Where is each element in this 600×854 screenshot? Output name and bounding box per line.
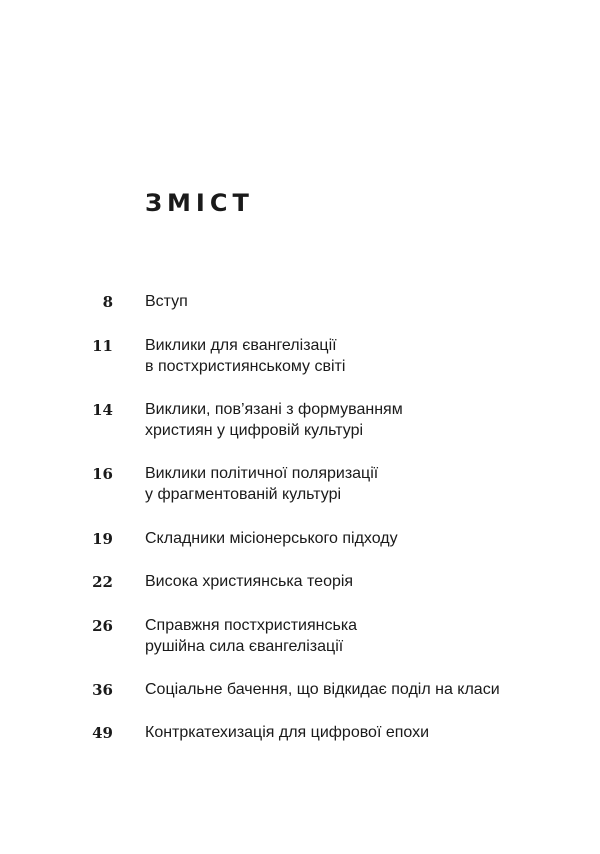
toc-entry-title [145, 463, 565, 505]
toc-entry-line: Соціальне бачення, що відкидає поділ на класи [145, 681, 500, 698]
toc-page-number: 26 [92, 617, 113, 635]
toc-page-number: 8 [102, 293, 113, 311]
toc-entry-line: рушійна сила євангелізації [145, 638, 344, 655]
toc-page-number: 49 [92, 724, 113, 742]
toc-entry-line: в постхристиянському світі [145, 358, 346, 375]
toc-page-number: 14 [92, 401, 113, 419]
toc-page-number: 19 [92, 530, 113, 548]
toc-entry-line: Виклики політичної поляризації [145, 465, 379, 482]
toc-entry-line: Виклики для євангелізації [145, 337, 337, 354]
toc-entry-line: Висока християнська теорія [145, 573, 354, 590]
toc-entry-line: Вступ [145, 293, 188, 310]
toc-entry-title [145, 722, 565, 743]
toc-entry-title [145, 399, 565, 441]
toc-page-number: 11 [92, 337, 113, 355]
toc-entry-line: християн у цифровій культурі [145, 422, 364, 439]
toc-entry-line: у фрагментованій культурі [145, 486, 342, 503]
toc-entry-title [145, 335, 565, 377]
toc-entry-line: Справжня постхристиянська [145, 617, 358, 634]
toc-page-number: 22 [92, 573, 113, 591]
toc-entry-line: Контркатехизація для цифрової епохи [145, 724, 430, 741]
toc-entry-line: Виклики, пов’язані з формуванням [145, 401, 403, 418]
toc-page-number: 16 [92, 465, 113, 483]
toc-entry-title [145, 679, 565, 700]
toc-page-number: 36 [92, 681, 113, 699]
toc-entry-title [145, 571, 565, 592]
toc-entry-line: Складники місіонерського підходу [145, 530, 398, 547]
toc-entry-title [145, 615, 565, 657]
page-title: ЗМІСТ [145, 189, 254, 217]
toc-entry-title [145, 291, 565, 312]
toc-entry-title [145, 528, 565, 549]
